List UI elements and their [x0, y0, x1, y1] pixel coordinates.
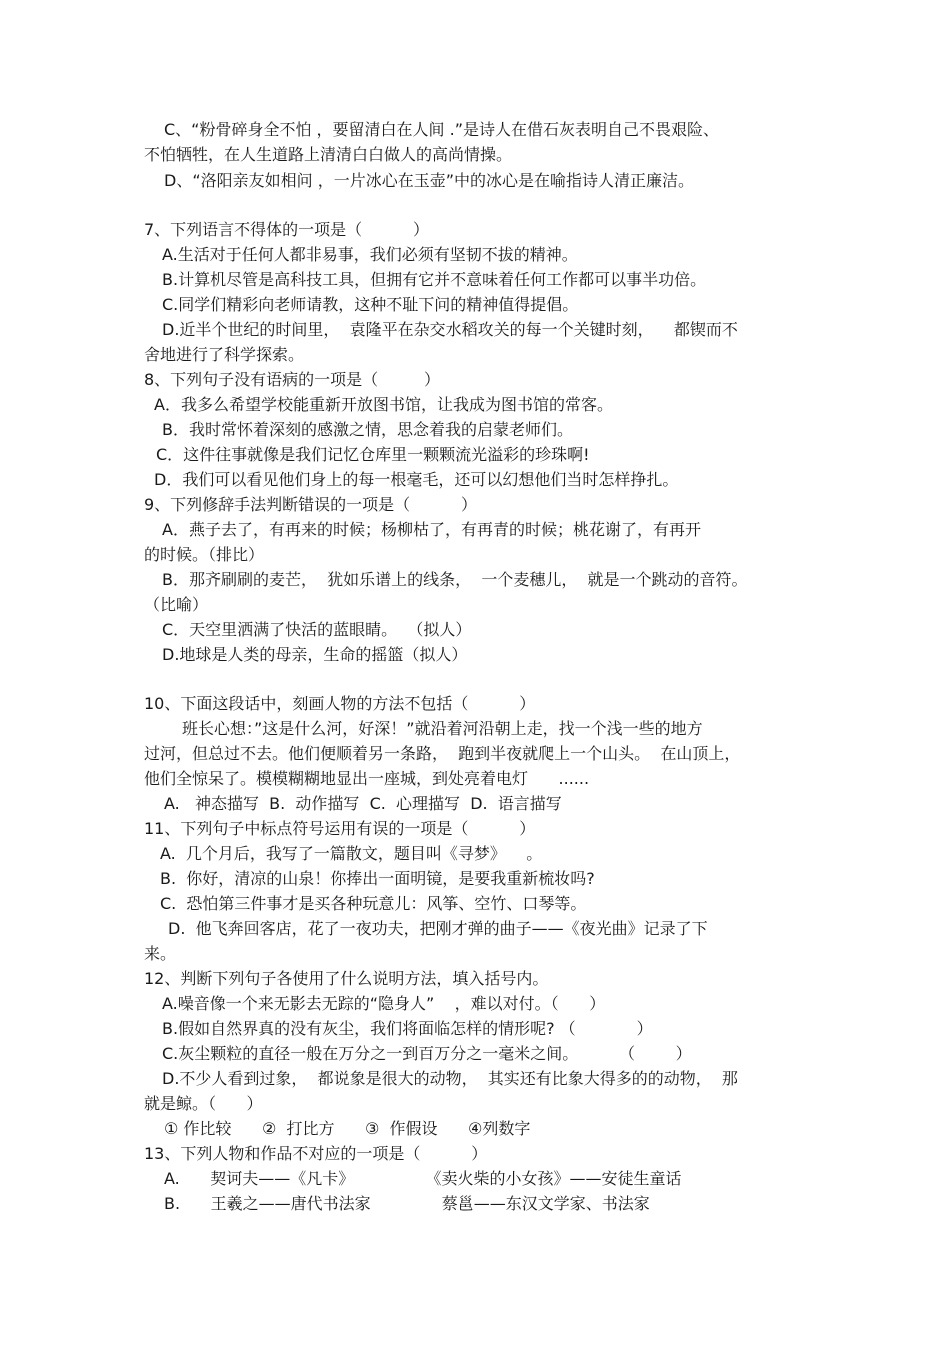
question-12-title: 12、判断下列句子各使用了什么说明方法，填入括号内。 — [144, 969, 549, 988]
question-11-title: 11、下列句子中标点符号运用有误的一项是（ ） — [144, 819, 536, 838]
question-9-option-b: B．那齐刷刷的麦芒， 犹如乐谱上的线条， 一个麦穗儿， 就是一个跳动的音符。 — [162, 570, 748, 589]
question-10-passage: 班长心想：”这是什么河，好深！”就沿着河沿朝上走，找一个浅一些的地方 — [182, 719, 703, 738]
question-7-title: 7、下列语言不得体的一项是（ ） — [144, 220, 430, 239]
question-9-option-c: C．天空里洒满了快活的蓝眼睛。 （拟人） — [162, 620, 472, 639]
text-line: （比喻） — [144, 595, 209, 614]
question-7-option-c: C.同学们精彩向老师请教，这种不耻下问的精神值得提倡。 — [162, 295, 579, 314]
question-8-option-c: C．这件往事就像是我们记忆仓库里一颗颗流光溢彩的珍珠啊! — [156, 445, 590, 464]
text-line: D、“洛阳亲友如相问 ，一片冰心在玉壶”中的冰心是在喻指诗人清正廉洁。 — [164, 171, 694, 190]
question-10-passage: 过河，但总过不去。他们便顺着另一条路， 跑到半夜就爬上一个山头。 在山顶上， — [144, 744, 741, 763]
question-11-option-c: C. 恐怕第三件事才是买各种玩意儿：风筝、空竹、口琴等。 — [160, 894, 587, 913]
question-13-option-a: A. 契诃夫——《凡卡》 《卖火柴的小女孩》——安徒生童话 — [164, 1169, 682, 1188]
question-7-option-a: A.生活对于任何人都非易事，我们必须有坚韧不拔的精神。 — [162, 245, 578, 264]
question-12-option-b: B.假如自然界真的没有灰尘，我们将面临怎样的情形呢? （ ） — [162, 1019, 653, 1038]
text-line: C、“粉骨碎身全不怕 ，要留清白在人间 .”是诗人在借石灰表明自己不畏艰险、 — [164, 120, 720, 139]
question-11-option-d: D. 他飞奔回客店，花了一夜功夫，把刚才弹的曲子——《夜光曲》记录了下 — [168, 919, 708, 938]
question-12-option-d: D.不少人看到过象， 都说象是很大的动物， 其实还有比象大得多的的动物， 那 — [162, 1069, 738, 1088]
question-12-option-a: A.噪音像一个来无影去无踪的“隐身人” ，难以对付。（ ） — [162, 994, 606, 1013]
question-8-option-d: D．我们可以看见他们身上的每一根毫毛，还可以幻想他们当时怎样挣扎。 — [154, 470, 679, 489]
question-7-option-d: D.近半个世纪的时间里， 袁隆平在杂交水稻攻关的每一个关键时刻， 都锲而不 — [162, 320, 738, 339]
question-10-title: 10、下面这段话中，刻画人物的方法不包括（ ） — [144, 694, 536, 713]
question-12-option-c: C.灰尘颗粒的直径一般在万分之一到百万分之一毫米之间。 （ ） — [162, 1044, 692, 1063]
text-line: 的时候。（排比） — [144, 545, 265, 564]
question-7-option-b: B.计算机尽管是高科技工具，但拥有它并不意味着任何工作都可以事半功倍。 — [162, 270, 707, 289]
question-13-option-b: B. 王羲之——唐代书法家 蔡邕——东汉文学家、书法家 — [164, 1194, 650, 1213]
question-13-title: 13、下列人物和作品不对应的一项是（ ） — [144, 1144, 488, 1163]
question-11-option-a: A. 几个月后，我写了一篇散文，题目叫《寻梦》 。 — [160, 844, 543, 863]
question-10-passage: 他们全惊呆了。模模糊糊地显出一座城，到处亮着电灯 ...... — [144, 769, 590, 788]
question-8-option-a: A．我多么希望学校能重新开放图书馆，让我成为图书馆的常客。 — [154, 395, 613, 414]
question-8-title: 8、下列句子没有语病的一项是（ ） — [144, 370, 440, 389]
question-8-option-b: B．我时常怀着深刻的感激之情，思念着我的启蒙老师们。 — [162, 420, 573, 439]
text-line: 舍地进行了科学探索。 — [144, 345, 305, 364]
question-12-method-list: ① 作比较 ② 打比方 ③ 作假设 ④列数字 — [164, 1119, 531, 1138]
question-9-option-a: A．燕子去了，有再来的时候；杨柳枯了，有再青的时候；桃花谢了，有再开 — [162, 520, 701, 539]
text-line: 来。 — [144, 944, 177, 963]
question-11-option-b: B. 你好，清凉的山泉！你捧出一面明镜，是要我重新梳妆吗? — [160, 869, 595, 888]
question-10-options: A. 神态描写 B. 动作描写 C. 心理描写 D. 语言描写 — [164, 794, 562, 813]
question-9-option-d: D.地球是人类的母亲，生命的摇篮（拟人） — [162, 645, 468, 664]
question-9-title: 9、下列修辞手法判断错误的一项是（ ） — [144, 495, 478, 514]
text-line: 就是鲸。（ ） — [144, 1094, 263, 1113]
text-line: 不怕牺牲，在人生道路上清清白白做人的高尚情操。 — [144, 145, 513, 164]
